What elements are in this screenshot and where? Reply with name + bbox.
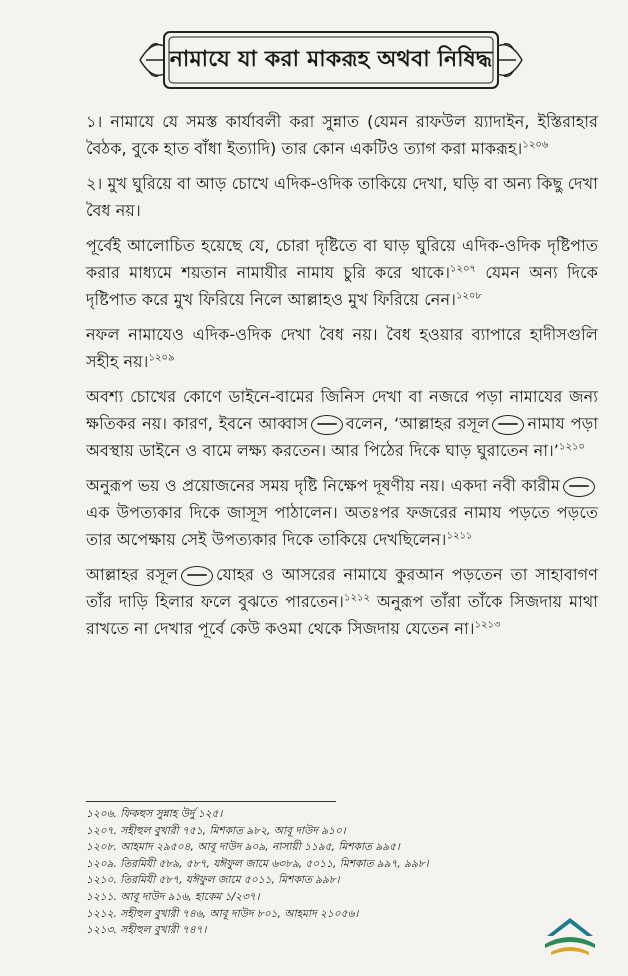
paragraph-text: এক উপত্যকার দিকে জাসূস পাঠালেন। অতঃপর ফজরের নামায পড়তে পড়তে তার অপেক্ষায় সেই উপত্যকার দিকে তাকিয়ে দেখছিলেন। — [86, 503, 598, 549]
paragraph-text: পূর্বেই আলোচিত হয়েছে যে, চোরা দৃষ্টিতে বা ঘাড় ঘুরিয়ে এদিক-ওদিক দৃষ্টিপাত করার মাধ্যমে শয়তান নামাযীর নামায চুরি করে থাকে। — [86, 236, 598, 282]
reference-mark: ১২০৯ — [148, 352, 175, 364]
footnote: ১২১১. আবূ দাউদ ৯১৬, হাকেম ১/২৩৭। — [86, 890, 260, 903]
paragraph-text: অনুরূপ ভয় ও প্রয়োজনের সময় দৃষ্টি নিক্ষেপ দূষণীয় নয়। একদা নবী কারীম — [86, 476, 560, 495]
paragraph-text: ১। নামাযে যে সমস্ত কার্যাবলী করা সুন্নাত (যেমন রাফউল য়্যাদাইন, ইস্তিরাহার বৈঠক, বুকে হাত বাঁধা ইত্যাদি) তার কোন একটিও ত্যাগ করা মাকরূহ। — [86, 112, 598, 158]
paragraph-text: বলেন, ‘আল্লাহর রসূল — [345, 414, 490, 433]
radiyallahu-seal-icon — [311, 415, 343, 435]
paragraph-6 — [86, 472, 598, 553]
footnote: ১২০৭. সহীহুল বুখারী ৭৫১, মিশকাত ৯৮২, আবূ দাউদ ৯১০। — [86, 824, 346, 837]
title-banner — [134, 26, 528, 94]
salawat-seal-icon — [492, 415, 524, 435]
salawat-seal-icon — [181, 566, 213, 586]
paragraph-text: নফল নামাযেও এদিক-ওদিক দেখা বৈধ নয়। বৈধ হওয়ার ব্যাপারে হাদীসগুলি সহীহ নয়। — [86, 325, 598, 371]
footnote: ১২১০. তিরমিযী ৫৮৭, যঈফুল জামে ৫০১১, মিশকাত ৯৯৮। — [86, 874, 340, 887]
paragraph-3 — [86, 232, 598, 313]
paragraph-text: যোহর ও আসরের নামাযে কুরআন পড়তেন তা সাহাবাগণ তাঁর দাড়ি হিলার ফলে বুঝতে পারতেন। — [86, 565, 599, 611]
reference-mark: ১২১২ — [343, 592, 370, 604]
reference-mark: ১২০৮ — [455, 290, 482, 302]
salawat-seal-icon — [563, 477, 595, 497]
paragraph-2 — [86, 170, 598, 224]
reference-mark: ১২১০ — [558, 441, 585, 453]
footnote: ১২০৬. ফিকহুস সুন্নাহ উর্দু ১২৫। — [86, 808, 223, 820]
reference-mark: ১২১৩ — [474, 619, 501, 631]
paragraph-text: যেমন অন্য দিকে দৃষ্টিপাত করে মুখ ফিরিয়ে নিলে আল্লাহও মুখ ফিরিয়ে নেন। — [86, 263, 598, 309]
paragraph-4 — [86, 321, 598, 375]
footnote: ১২০৮. আহমাদ ২৯৫০৪, আবূ দাউদ ৯০৯, নাসায়ী ১১৯৫, মিশকাত ৯৯৫। — [86, 841, 400, 854]
footnotes — [86, 806, 556, 939]
page-title: নামাযে যা করা মাকরূহ অথবা নিষিদ্ধ — [169, 47, 493, 72]
paragraph-5 — [86, 383, 598, 464]
footnote: ১২০৯. তিরমিযী ৫৮৯, ৫৮৭, যঈফুল জামে ৬৩৮৯, ৫০১১, মিশকাত ৯৯৭, ৯৯৮। — [86, 857, 429, 870]
paragraph-text: নামায পড়া অবস্থায় ডাইনে ও বামে লক্ষ্য করতেন। আর পিঠের দিকে ঘাড় ঘুরাতেন না।’ — [86, 414, 599, 460]
reference-mark: ১২০৭ — [450, 263, 477, 275]
paragraph-text: ২। মুখ ঘুরিয়ে বা আড় চোখে এদিক-ওদিক তাকিয়ে দেখা, ঘড়ি বা অন্য কিছু দেখা বৈধ নয়। — [86, 174, 598, 220]
paragraph-text: আল্লাহর রসূল — [86, 565, 179, 584]
paragraph-text: অবশ্য চোখের কোণে ডাইনে-বামের জিনিস দেখা বা নজরে পড়া নামাযের জন্য ক্ষতিকর নয়। কারণ, ইবনে আব্বাস — [86, 387, 598, 433]
footnote-divider — [86, 801, 336, 802]
main-text — [86, 108, 598, 650]
footnote: ১২১২. সহীহুল বুখারী ৭৪৬, আবূ দাউদ ৮০১, আহমাদ ২১০৫৬। — [86, 907, 359, 920]
paragraph-text: অনুরূপ তাঁরা তাঁকে সিজদায় মাথা রাখতে না দেখার পূর্বে কেউ কওমা থেকে সিজদায় যেতেন না। — [86, 592, 598, 638]
reference-mark: ১২১১ — [446, 530, 473, 542]
footnote: ১২১৩. সহীহুল বুখারী ৭৪৭। — [86, 924, 207, 937]
reference-mark: ১২০৬ — [522, 139, 549, 151]
publisher-logo-icon — [541, 914, 599, 958]
paragraph-7 — [86, 561, 598, 642]
paragraph-1 — [86, 108, 598, 162]
